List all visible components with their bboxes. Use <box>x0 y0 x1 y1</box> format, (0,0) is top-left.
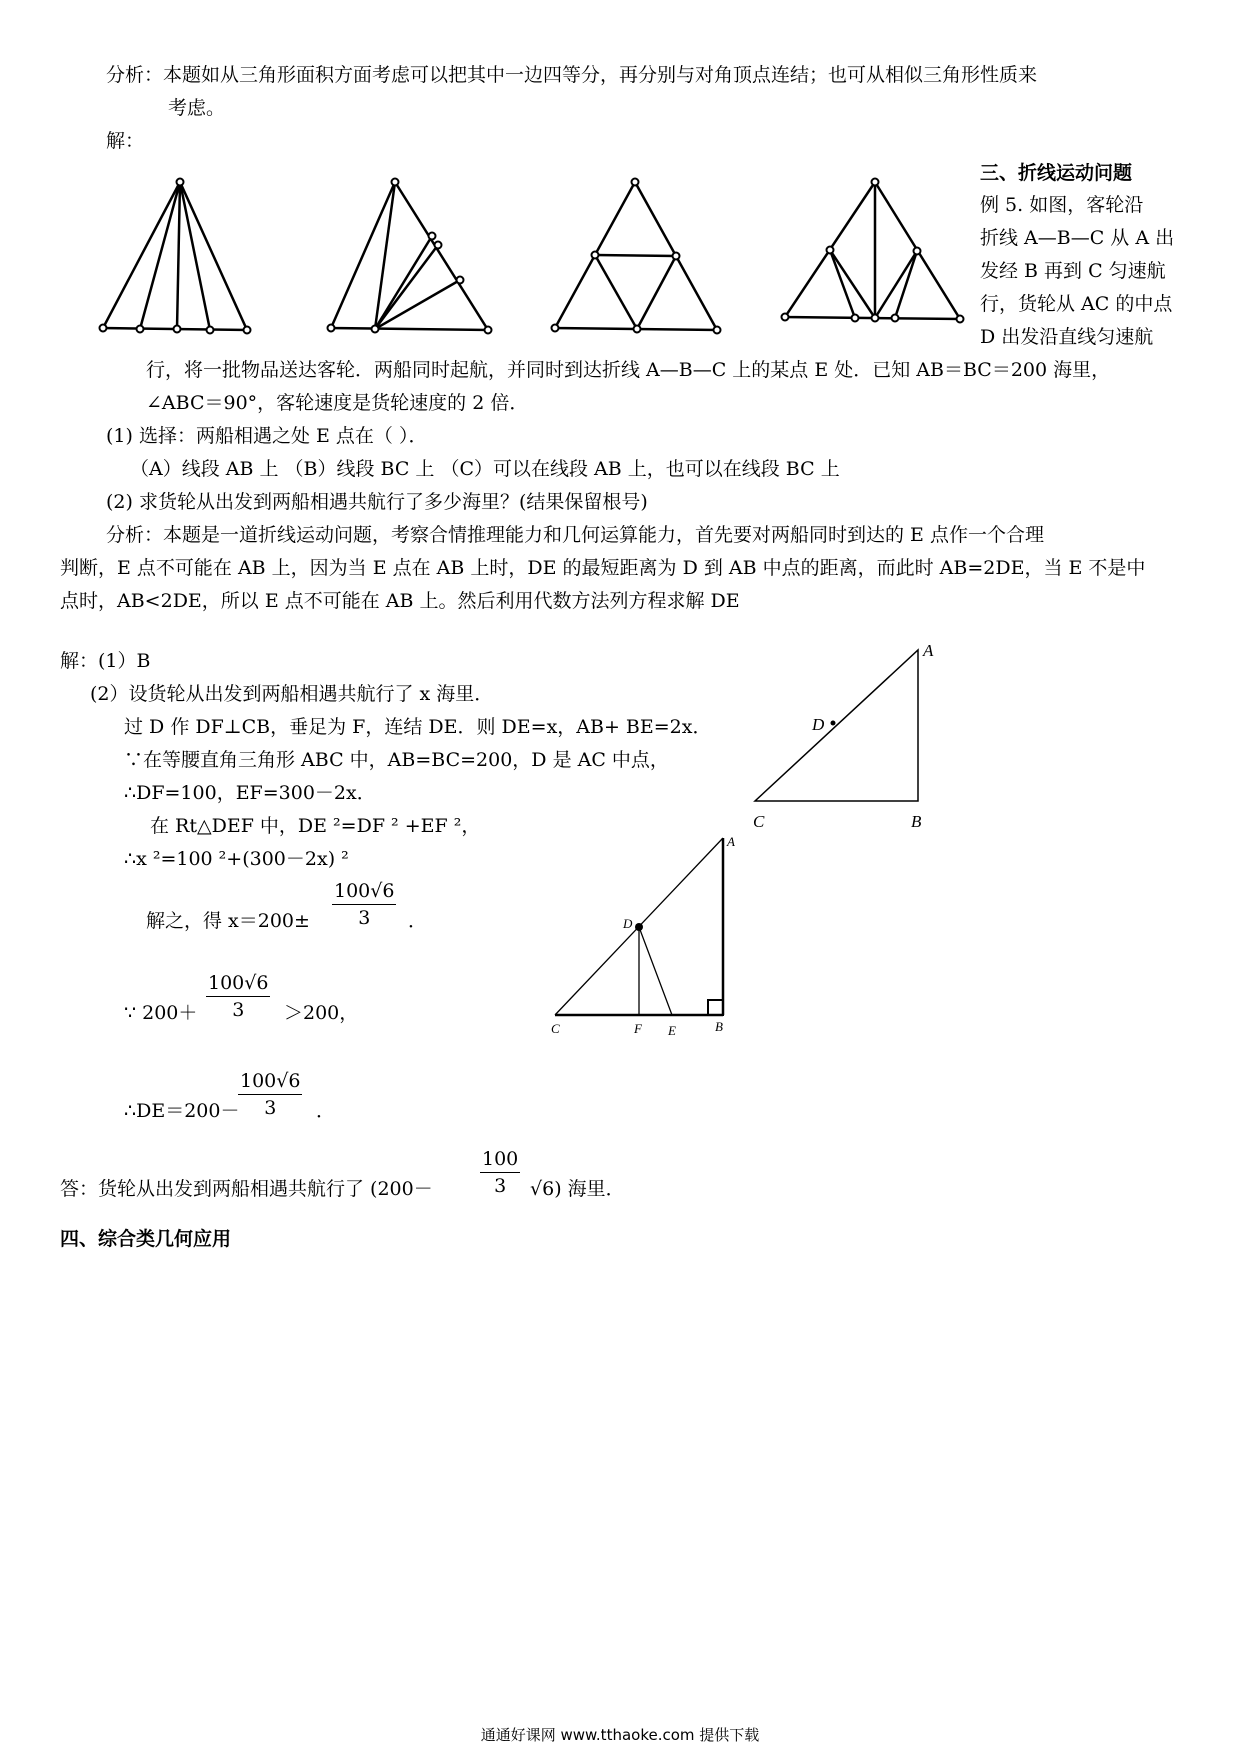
analysis-2-line-3: 点时，AB<2DE，所以 E 点不可能在 AB 上。然后利用代数方法列方程求解 DE <box>60 590 740 612</box>
solve-fraction-numerator: 100√6 <box>332 880 396 905</box>
section-3-title: 三、折线运动问题 <box>980 162 1133 184</box>
because-fraction-denominator: 3 <box>232 999 245 1021</box>
page-footer: 通通好课网 www.tthaoke.com 提供下载 <box>480 1726 760 1744</box>
fig2-label-c: C <box>551 1021 560 1036</box>
solution-label: 解： <box>106 130 145 152</box>
fig1-label-a: A <box>923 641 934 660</box>
answer-prefix: 答：货轮从出发到两船相遇共航行了 (200－ <box>60 1178 433 1200</box>
triangle-partition-figures <box>95 170 975 340</box>
solve-equation-prefix: 解之，得 x＝200± <box>146 910 310 932</box>
answer-suffix: √6) 海里． <box>530 1178 625 1200</box>
fig1-label-c: C <box>753 812 765 831</box>
solution-step-3: ∴DF=100，EF=300－2x． <box>124 782 376 804</box>
example-5-line-4: 行，货轮从 AC 的中点 <box>980 293 1173 315</box>
therefore-prefix: ∴DE＝200－ <box>124 1100 240 1122</box>
fig2-label-f: F <box>634 1021 642 1036</box>
answer-fraction <box>480 1148 520 1197</box>
solution-part-2: (2）设货轮从出发到两船相遇共航行了 x 海里． <box>90 683 494 705</box>
fig1-label-d: D <box>812 715 825 734</box>
triangle-side-fan-figure <box>331 182 488 330</box>
question-1: (1) 选择：两船相遇之处 E 点在（ ）． <box>106 425 428 447</box>
fig2-label-e: E <box>668 1023 676 1038</box>
question-2: (2) 求货轮从出发到两船相遇共航行了多少海里？(结果保留根号) <box>106 491 648 513</box>
solve-equation-suffix: ． <box>408 910 428 932</box>
analysis-line-1: 分析：本题如从三角形面积方面考虑可以把其中一边四等分，再分别与对角顶点连结；也可从相似三角形性质来 <box>106 64 1038 86</box>
solution-step-2: ∵在等腰直角三角形 ABC 中，AB=BC=200，D 是 AC 中点， <box>124 749 669 771</box>
example-5-line-5: D 出发沿直线匀速航 <box>980 326 1154 348</box>
question-1-options: （A）线段 AB 上 （B）线段 BC 上 （C）可以在线段 AB 上，也可以在线段 BC 上 <box>130 458 840 480</box>
answer-fraction-numerator: 100 <box>480 1148 520 1173</box>
fig2-label-b: B <box>715 1019 723 1034</box>
therefore-suffix: ． <box>316 1100 336 1122</box>
solution-part-1: 解：(1）B <box>60 650 151 672</box>
triangle-fan-figure <box>103 182 247 330</box>
analysis-2-line-2: 判断，E 点不可能在 AB 上，因为当 E 点在 AB 上时，DE 的最短距离为 D 到 AB 中点的距离，而此时 AB=2DE，当 E 不是中 <box>60 557 1146 579</box>
analysis-line-2: 考虑。 <box>168 97 226 119</box>
solution-step-1: 过 D 作 DF⊥CB，垂足为 F，连结 DE．则 DE=x，AB+ BE=2x． <box>124 716 712 738</box>
therefore-fraction-numerator: 100√6 <box>238 1070 302 1095</box>
section-4-title: 四、综合类几何应用 <box>60 1228 232 1250</box>
example-5-line-2: 折线 A—B—C 从 A 出 <box>980 227 1175 249</box>
solve-fraction <box>332 880 396 929</box>
triangle-midpoint-figure <box>555 182 717 330</box>
right-triangle-figure-2 <box>545 828 775 1058</box>
example-5-continuation-2: ∠ABC＝90°，客轮速度是货轮速度的 2 倍． <box>146 392 529 414</box>
triangle-midline-figure <box>785 182 960 319</box>
because-fraction <box>206 972 270 1021</box>
because-suffix: ＞200， <box>284 1002 359 1024</box>
fig2-label-d: D <box>623 916 633 931</box>
solution-step-5: ∴x ²=100 ²+(300－2x) ² <box>124 848 349 870</box>
example-5-continuation-1: 行，将一批物品送达客轮．两船同时起航，并同时到达折线 A—B—C 上的某点 E 处．已知 AB＝BC＝200 海里， <box>146 359 1111 381</box>
therefore-fraction <box>238 1070 302 1119</box>
fig1-label-b: B <box>911 812 922 831</box>
right-triangle-figure-1 <box>745 638 975 838</box>
example-5-line-3: 发经 B 再到 C 匀速航 <box>980 260 1166 282</box>
fig2-label-a: A <box>727 834 735 849</box>
answer-fraction-denominator: 3 <box>494 1175 507 1197</box>
solve-fraction-denominator: 3 <box>358 907 371 929</box>
analysis-2-line-1: 分析：本题是一道折线运动问题，考察合情推理能力和几何运算能力，首先要对两船同时到达的 E 点作一个合理 <box>106 524 1044 546</box>
example-5-line-1: 例 5. 如图，客轮沿 <box>980 194 1144 216</box>
solution-step-4: 在 Rt△DEF 中，DE ²=DF ² +EF ²， <box>150 815 481 837</box>
because-fraction-numerator: 100√6 <box>206 972 270 997</box>
therefore-fraction-denominator: 3 <box>264 1097 277 1119</box>
because-prefix: ∵ 200＋ <box>124 1002 198 1024</box>
